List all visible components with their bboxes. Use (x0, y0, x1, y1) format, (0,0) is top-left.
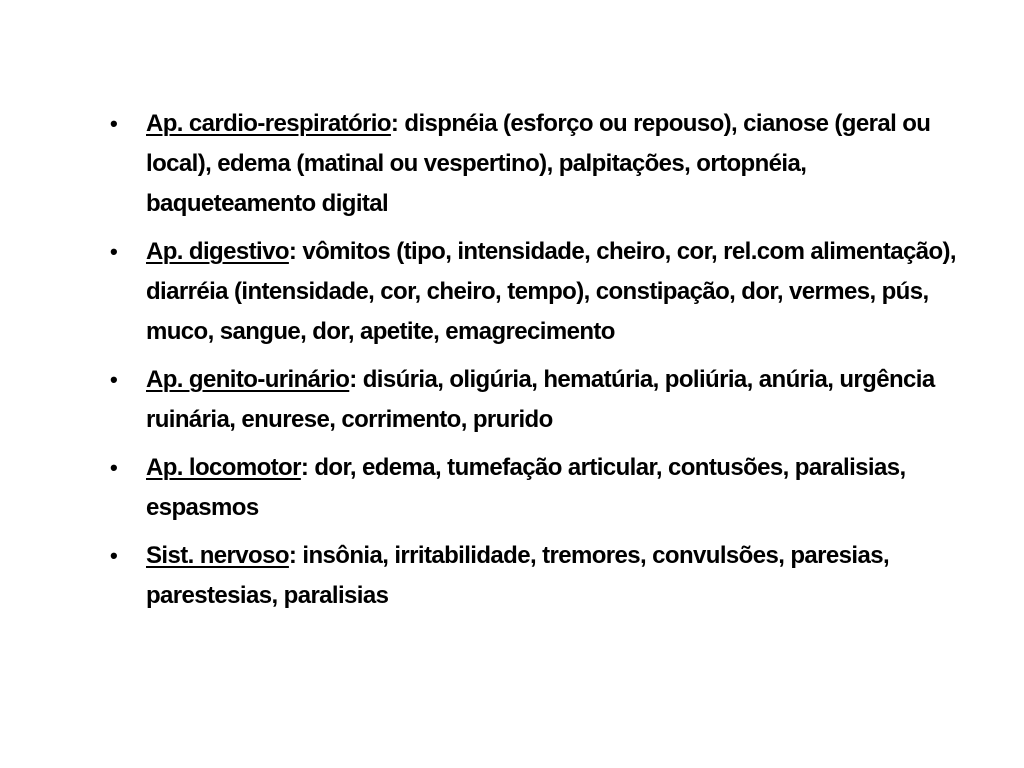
item-heading: Ap. cardio-respiratório (146, 110, 391, 137)
bullet-icon: • (110, 239, 118, 264)
item-heading: Ap. locomotor (146, 454, 301, 481)
bullet-item-locomotor (106, 448, 966, 528)
item-text: : dor, edema, tumefação articular, contusões, paralisias, espasmos (146, 454, 906, 521)
item-heading: Ap. digestivo (146, 238, 289, 265)
item-heading: Ap. genito-urinário (146, 366, 350, 393)
bullet-icon: • (110, 367, 118, 392)
item-text: : vômitos (tipo, intensidade, cheiro, cor, rel.com alimentação), diarréia (intensidade, cor, cheiro, tempo), constipação, dor, vermes, pús, muco, sangue, dor, apetite, emagrecimento (146, 238, 956, 345)
bullet-item-cardio-respiratorio (106, 104, 966, 224)
bullet-item-digestivo (106, 232, 966, 352)
item-heading: Sist. nervoso (146, 542, 289, 569)
bullet-item-nervoso (106, 536, 966, 616)
item-text: : insônia, irritabilidade, tremores, convulsões, paresias, parestesias, paralisias (146, 542, 890, 609)
bullet-list (106, 104, 966, 624)
item-text: : disúria, oligúria, hematúria, poliúria, anúria, urgência ruinária, enurese, corrimento, prurido (146, 366, 935, 433)
bullet-icon: • (110, 455, 118, 480)
item-text: : dispnéia (esforço ou repouso), cianose (geral ou local), edema (matinal ou vespertino), palpitações, ortopnéia, baqueteamento digital (146, 110, 931, 217)
bullet-item-genito-urinario (106, 360, 966, 440)
bullet-icon: • (110, 543, 118, 568)
bullet-icon: • (110, 111, 118, 136)
